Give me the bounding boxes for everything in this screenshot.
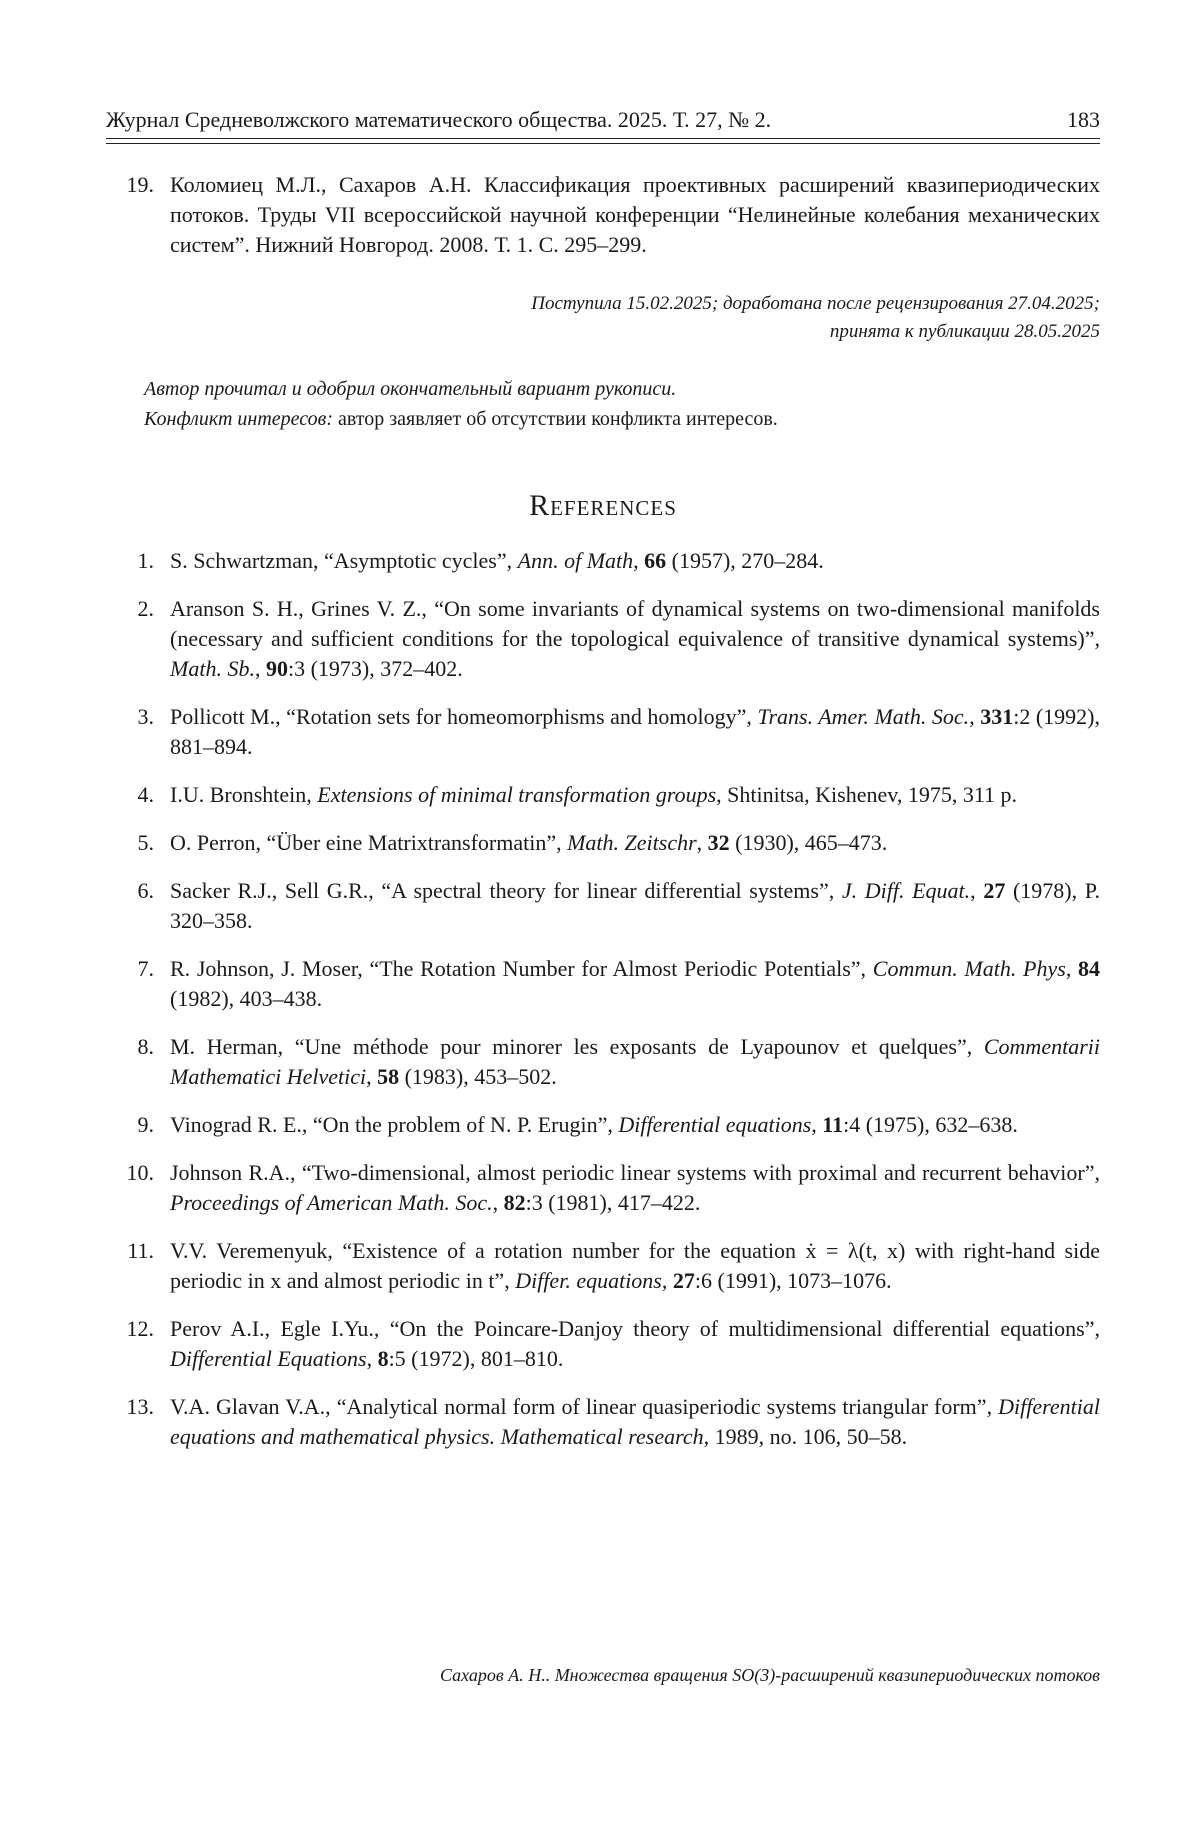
reference-authors-title: Pollicott M., “Rotation sets for homeomorphisms and homology”, [170,704,758,729]
reference-authors-title: Vinograd R. E., “On the problem of N. P. Erugin”, [170,1112,619,1137]
reference-item [106,1158,1100,1218]
header-rule-thick [106,138,1100,139]
reference-number: 6. [137,878,154,903]
reference-volume: 84 [1078,956,1101,981]
reference-volume: 11 [822,1112,844,1137]
reference-authors-title: Johnson R.A., “Two-dimensional, almost periodic linear systems with proximal and recurrent behavior”, [170,1160,1100,1185]
reference-separator: , [970,878,984,903]
reference-source: Math. Zeitschr [567,830,697,855]
received-dates [106,290,1100,346]
reference-text [170,1392,1100,1452]
author-notes [144,374,1084,434]
reference-source: Trans. Amer. Math. Soc. [757,704,970,729]
reference-authors-title: S. Schwartzman, “Asymptotic cycles”, [170,548,518,573]
reference-number: 10. [126,1160,154,1185]
reference-volume: 82 [503,1190,526,1215]
reference-details: (1957), 270–284. [666,548,824,573]
reference-volume: 90 [265,656,288,681]
reference-item [106,876,1100,936]
approval-note [144,374,1084,404]
reference-volume: 8 [377,1346,389,1371]
reference-authors-title: Sacker R.J., Sell G.R., “A spectral theory for linear differential systems”, [170,878,842,903]
reference-source: J. Diff. Equat. [841,878,971,903]
reference-number: 7. [137,956,154,981]
reference-text [170,546,1100,576]
reference-separator: , 1989, no. 106, 50–58. [703,1424,908,1449]
reference-text [170,1158,1100,1218]
reference-volume: 58 [377,1064,400,1089]
reference-separator: , [661,1268,673,1293]
reference-details: (1930), 465–473. [729,830,888,855]
reference-details: (1983), 453–502. [399,1064,557,1089]
reference-volume: 27 [672,1268,695,1293]
reference-source: Differential equations [618,1112,812,1137]
journal-page [106,0,1100,1835]
reference-details: :3 (1973), 372–402. [287,656,463,681]
reference-authors-title: O. Perron, “Über eine Matrixtransformatin”, [170,830,568,855]
reference-details: :4 (1975), 632–638. [843,1112,1018,1137]
reference-item [106,954,1100,1014]
reference-number: 5. [137,830,154,855]
conflict-text: автор заявляет об отсутствии конфликта интересов. [337,408,778,430]
reference-item [106,702,1100,762]
reference-number: 3. [137,704,154,729]
reference-separator: , [696,830,708,855]
reference-details: (1982), 403–438. [170,986,323,1011]
reference-source: Commentarii Mathematici Helvetici [170,1034,1100,1089]
reference-details: (1978), P. 320–358. [170,878,1101,933]
reference-item [106,546,1100,576]
reference-details: :3 (1981), 417–422. [525,1190,701,1215]
reference-source: Differ. equations [515,1268,662,1293]
reference-source: Commun. Math. Phys [872,956,1066,981]
reference-number: 9. [137,1112,154,1137]
reference-separator: , [1065,956,1079,981]
conflict-note [144,404,1084,434]
reference-separator: , [254,656,266,681]
running-header [106,104,1100,136]
reference-number: 19. [126,172,154,197]
conflict-label: Конфликт интересов: [144,408,333,430]
reference-text [170,594,1100,684]
reference-item [106,170,1100,260]
reference-authors-title: Perov A.I., Egle I.Yu., “On the Poincare-Danjoy theory of multidimensional differential equations”, [170,1316,1100,1341]
received-line-2: принята к публикации 28.05.2025 [829,321,1100,342]
reference-authors-title: I.U. Bronshtein, [170,782,318,807]
reference-text [170,1110,1100,1140]
reference-separator: , Shtinitsa, Kishenev, 1975, 311 p. [716,782,1017,807]
russian-reference-list [106,170,1100,260]
reference-item [106,1314,1100,1374]
reference-source: Differential Equations [170,1346,367,1371]
reference-source: Proceedings of American Math. Soc. [170,1190,493,1215]
reference-volume: 66 [644,548,667,573]
reference-item [106,1392,1100,1452]
reference-text [170,1236,1100,1296]
reference-number: 1. [137,548,154,573]
reference-separator: , [492,1190,504,1215]
reference-number: 8. [137,1034,154,1059]
reference-separator: , [366,1346,378,1371]
header-rule-thin [106,143,1100,144]
reference-item [106,1032,1100,1092]
reference-details: :6 (1991), 1073–1076. [694,1268,892,1293]
reference-text: Коломиец М.Л., Сахаров А.Н. Классификация проективных расширений квазипериодических потоков. Труды VII всероссийской научной конференции “Нелинейные колебания механических систем”. Нижний Новгород. 2008. Т. 1. С. 295–299. [170,172,1100,257]
reference-authors-title: Aranson S. H., Grines V. Z., “On some invariants of dynamical systems on two-dimensional manifolds (necessary and sufficient conditions for the topological equivalence of transitive dynamical systems)”, [170,596,1100,651]
reference-number: 2. [137,596,154,621]
reference-source: Math. Sb. [170,656,255,681]
page-number: 183 [1067,107,1100,132]
reference-source: Extensions of minimal transformation groups [317,782,717,807]
reference-number: 12. [126,1316,154,1341]
reference-source: Ann. of Math [517,548,634,573]
reference-volume: 27 [983,878,1006,903]
reference-text [170,954,1100,1014]
approval-text: Автор прочитал и одобрил окончательный вариант рукописи. [144,378,677,400]
reference-volume: 32 [707,830,730,855]
reference-authors-title: V.A. Glavan V.A., “Analytical normal form of linear quasiperiodic systems triangular form”, [170,1394,999,1419]
reference-text [170,702,1100,762]
reference-text [170,1032,1100,1092]
received-line-1: Поступила 15.02.2025; доработана после рецензирования 27.04.2025; [531,293,1100,314]
reference-text [170,780,1100,810]
running-footer: Сахаров А. Н.. Множества вращения SO(3)-расширений квазипериодических потоков [440,1665,1100,1685]
reference-number: 11. [127,1238,154,1263]
reference-source: Differential equations and mathematical physics. Mathematical research [170,1394,1100,1449]
reference-authors-title: M. Herman, “Une méthode pour minorer les exposants de Lyapounov et quelques”, [170,1034,984,1059]
reference-item [106,780,1100,810]
reference-details: :5 (1972), 801–810. [388,1346,564,1371]
reference-authors-title: V.V. Veremenyuk, “Existence of a rotation number for the equation ẋ = λ(t, x) with right-hand side periodic in x and almost periodic in t”, [170,1238,1100,1293]
reference-item [106,1110,1100,1140]
reference-details: :2 (1992), 881–894. [170,704,1101,759]
reference-text [170,876,1100,936]
reference-item [106,1236,1100,1296]
reference-separator: , [811,1112,823,1137]
reference-separator: , [633,548,645,573]
reference-number: 4. [137,782,154,807]
references-heading: References [529,489,677,522]
reference-separator: , [366,1064,378,1089]
reference-volume: 331 [980,704,1014,729]
reference-text [170,828,1100,858]
reference-item [106,594,1100,684]
reference-text [170,1314,1100,1374]
reference-item [106,828,1100,858]
reference-authors-title: R. Johnson, J. Moser, “The Rotation Number for Almost Periodic Potentials”, [170,956,873,981]
reference-separator: , [969,704,981,729]
references-list [106,546,1100,1452]
journal-title: Журнал Средневолжского математического общества. 2025. Т. 27, № 2. [106,107,772,132]
reference-number: 13. [126,1394,154,1419]
